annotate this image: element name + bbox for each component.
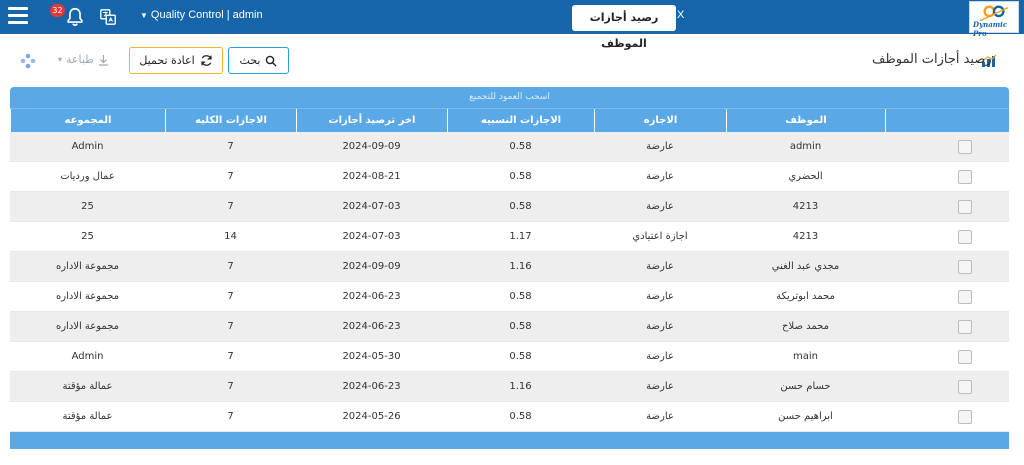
cell-leave-type: عارضة [646, 201, 674, 212]
column-header-group[interactable]: المجموعه [10, 109, 165, 132]
cell-relative-leaves: 0.58 [509, 351, 532, 362]
logo-text: Dynamic Pro [973, 20, 1008, 38]
user-menu[interactable] [140, 9, 263, 21]
cell-employee: الحضري [788, 171, 823, 182]
cell-relative-leaves: 0.58 [509, 291, 532, 302]
leave-balance-grid [10, 87, 1009, 449]
cell-total-leaves: 14 [224, 231, 237, 242]
cell-relative-leaves: 0.58 [509, 411, 532, 422]
cell-select [885, 342, 1009, 371]
cell-employee: admin [789, 141, 822, 152]
cell-total-leaves: 7 [227, 351, 234, 362]
cell-select [885, 282, 1009, 311]
table-row[interactable] [10, 162, 1009, 192]
menu-icon[interactable] [8, 7, 28, 25]
row-checkbox[interactable] [958, 200, 972, 214]
cell-last-balance: 2024-05-30 [342, 351, 401, 362]
search-icon [265, 55, 277, 67]
translate-icon[interactable] [99, 8, 117, 26]
cell-total-leaves: 7 [227, 321, 234, 332]
table-row[interactable] [10, 342, 1009, 372]
cell-leave-type: عارضة [646, 141, 674, 152]
grid-header-row [10, 108, 1009, 132]
cell-select [885, 252, 1009, 281]
print-button-label: طباعة [66, 53, 94, 66]
search-button[interactable] [228, 47, 289, 74]
row-checkbox[interactable] [958, 320, 972, 334]
cell-relative-leaves: 1.17 [509, 231, 532, 242]
cell-select [885, 312, 1009, 341]
cell-group: Admin [71, 141, 104, 152]
cell-leave-type: عارضة [646, 321, 674, 332]
user-menu-label: Quality Control | admin [150, 9, 263, 21]
cell-total-leaves: 7 [227, 381, 234, 392]
chevron-down-icon: ▾ [58, 55, 63, 64]
cell-employee: 4213 [792, 231, 819, 242]
cell-leave-type: عارضة [646, 261, 674, 272]
cell-select [885, 222, 1009, 251]
grid-footer [10, 432, 1009, 449]
column-header-last-balance[interactable]: اخر ترصيد أجازات [296, 109, 447, 132]
cell-employee: محمد صلاح [782, 321, 829, 332]
cell-select [885, 372, 1009, 401]
cell-group: 25 [81, 201, 94, 212]
cell-employee: main [793, 351, 818, 362]
cell-select [885, 162, 1009, 191]
cell-total-leaves: 7 [227, 261, 234, 272]
table-row[interactable] [10, 372, 1009, 402]
column-header-employee[interactable]: الموظف [726, 109, 885, 132]
cell-group: مجموعة الاداره [55, 321, 120, 332]
cell-last-balance: 2024-07-03 [342, 201, 401, 212]
cell-employee: 4213 [792, 201, 819, 212]
cell-total-leaves: 7 [227, 141, 234, 152]
cell-group: 25 [81, 231, 94, 242]
cell-leave-type: عارضة [646, 171, 674, 182]
cell-leave-type: عارضة [646, 381, 674, 392]
puzzle-icon[interactable] [20, 53, 36, 69]
cell-group: عمالة مؤقتة [62, 381, 113, 392]
cell-group: عمالة مؤقتة [62, 411, 113, 422]
top-bar [0, 0, 1024, 50]
refresh-icon [200, 54, 213, 67]
cell-last-balance: 2024-06-23 [342, 381, 401, 392]
cell-group: Admin [71, 351, 104, 362]
search-button-label: بحث [239, 54, 261, 67]
cell-leave-type: اجازة اعتيادي [632, 231, 688, 242]
tab-employee-leave-balance[interactable]: رصيد أجازات الموظف [572, 5, 676, 31]
row-checkbox[interactable] [958, 410, 972, 424]
cell-group: مجموعة الاداره [55, 261, 120, 272]
notification-badge: 32 [50, 4, 65, 17]
cell-last-balance: 2024-05-26 [342, 411, 401, 422]
grid-body [10, 132, 1009, 432]
row-checkbox[interactable] [958, 230, 972, 244]
table-row[interactable] [10, 312, 1009, 342]
cell-employee: حسام حسن [780, 381, 831, 392]
page-title: رصيد أجازات الموظف [872, 52, 992, 67]
cell-select [885, 402, 1009, 431]
cell-last-balance: 2024-08-21 [342, 171, 401, 182]
bell-icon[interactable] [64, 6, 86, 28]
column-header-total-leaves[interactable]: الاجازات الكليه [165, 109, 296, 132]
row-checkbox[interactable] [958, 350, 972, 364]
cell-employee: محمد ابوتريكة [776, 291, 835, 302]
column-header-relative-leaves[interactable]: الاجازات النسبيه [447, 109, 594, 132]
row-checkbox[interactable] [958, 140, 972, 154]
cell-total-leaves: 7 [227, 291, 234, 302]
column-header-select [885, 109, 1009, 132]
cell-total-leaves: 7 [227, 201, 234, 212]
download-icon [98, 54, 109, 66]
table-row[interactable] [10, 282, 1009, 312]
cell-leave-type: عارضة [646, 411, 674, 422]
row-checkbox[interactable] [958, 260, 972, 274]
row-checkbox[interactable] [958, 380, 972, 394]
row-checkbox[interactable] [958, 170, 972, 184]
print-button[interactable] [58, 53, 109, 66]
group-by-drop-zone[interactable]: اسحب العمود للتجميع [10, 87, 1009, 108]
cell-relative-leaves: 0.58 [509, 321, 532, 332]
cell-employee: ابراهيم حسن [778, 411, 833, 422]
table-row[interactable] [10, 132, 1009, 162]
cell-total-leaves: 7 [227, 411, 234, 422]
table-row[interactable] [10, 192, 1009, 222]
cell-leave-type: عارضة [646, 291, 674, 302]
caret-down-icon: ▼ [140, 11, 148, 20]
reload-button[interactable] [129, 47, 223, 74]
cell-relative-leaves: 0.58 [509, 141, 532, 152]
column-header-leave-type[interactable]: الاجازه [594, 109, 726, 132]
cell-total-leaves: 7 [227, 171, 234, 182]
cell-last-balance: 2024-09-09 [342, 141, 401, 152]
tab-close-button[interactable]: X [677, 9, 685, 21]
cell-employee: مجدي عبد الغني [771, 261, 840, 272]
table-row[interactable] [10, 252, 1009, 282]
cell-relative-leaves: 1.16 [509, 261, 532, 272]
cell-last-balance: 2024-06-23 [342, 291, 401, 302]
cell-relative-leaves: 0.58 [509, 201, 532, 212]
table-row[interactable] [10, 222, 1009, 252]
app-logo [969, 1, 1019, 38]
cell-select [885, 132, 1009, 161]
cell-last-balance: 2024-06-23 [342, 321, 401, 332]
cell-group: عمال ورديات [60, 171, 115, 182]
reload-button-label: اعادة تحميل [139, 54, 195, 67]
cell-leave-type: عارضة [646, 351, 674, 362]
cell-group: مجموعة الاداره [55, 291, 120, 302]
cell-select [885, 192, 1009, 221]
cell-last-balance: 2024-09-09 [342, 261, 401, 272]
cell-relative-leaves: 1.16 [509, 381, 532, 392]
cell-relative-leaves: 0.58 [509, 171, 532, 182]
row-checkbox[interactable] [958, 290, 972, 304]
cell-last-balance: 2024-07-03 [342, 231, 401, 242]
table-row[interactable] [10, 402, 1009, 432]
